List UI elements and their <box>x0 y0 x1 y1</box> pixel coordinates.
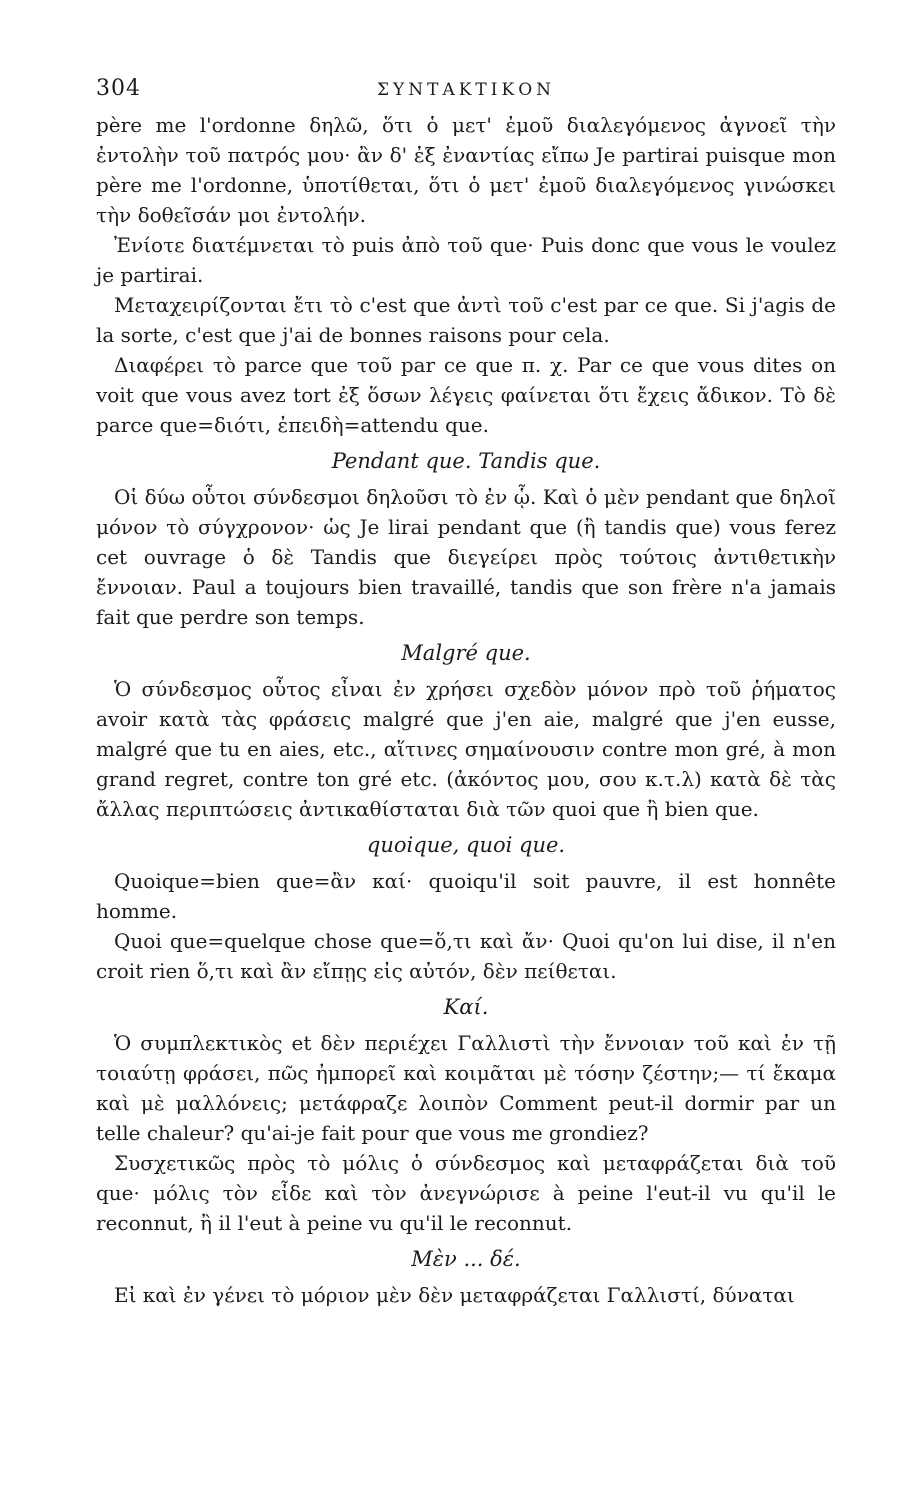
section-heading-kai: Καί. <box>443 995 489 1019</box>
paragraph-parce-que: Διαφέρει τὸ parce que τοῦ par ce que π. χ. Par ce que vous dites on voit que vous avez tort ἐξ ὅσων λέγεις φαίνεται ὅτι ἔχεις ἄδικον. Τὸ δὲ parce que=διότι, ἐπειδὴ=attendu que. <box>96 353 836 437</box>
book-page <box>96 70 836 1310</box>
paragraph-kai: Ὁ συμπλεκτικὸς et δὲν περιέχει Γαλλιστὶ τὴν ἔννοιαν τοῦ καὶ ἐν τῇ τοιαύτῃ φράσει, πῶς ἠμπορεῖ καὶ κοιμᾶται μὲ τόσην ζέστην;— τί ἔκαμα καὶ μὲ μαλλόνεις; μετάφραζε λοιπὸν Comment peut-il dormir par un telle chaleur? qu'ai-je fait pour que vous me grondiez? <box>96 1031 836 1145</box>
paragraph-men-de: Εἰ καὶ ἐν γένει τὸ μόριον μὲν δὲν μεταφράζεται Γαλλιστί, δύναται <box>114 1283 795 1307</box>
paragraph-c-est-que: Μεταχειρίζονται ἔτι τὸ c'est que ἀντὶ τοῦ c'est par ce que. Si j'agis de la sorte, c'est que j'ai de bonnes raisons pour cela. <box>96 293 836 347</box>
paragraph-quoique: Quoique=bien que=ἂν καί· quoiqu'il soit pauvre, il est honnête homme. <box>96 869 836 923</box>
paragraph-puis-que: Ἐνίοτε διατέμνεται τὸ puis ἀπὸ τοῦ que· Puis donc que vous le voulez je partirai. <box>96 233 836 287</box>
paragraph-quoi-que: Quoi que=quelque chose que=ὅ,τι καὶ ἄν· Quoi qu'on lui dise, il n'en croit rien ὅ,τι καὶ ἂν εἴπῃς εἰς αὐτόν, δὲν πείθεται. <box>96 929 836 983</box>
page-header <box>96 70 836 110</box>
paragraph-continued: père me l'ordonne δηλῶ, ὅτι ὁ μετ' ἐμοῦ διαλεγόμενος ἀγνοεῖ τὴν ἐντολὴν τοῦ πατρός μου· ἂν δ' ἐξ ἐναντίας εἴπω Je partirai puisque mon père me l'ordonne, ὑποτίθεται, ὅτι ὁ μετ' ἐμοῦ διαλεγόμενος γινώσκει τὴν δοθεῖσάν μοι ἐντολήν. <box>96 113 836 227</box>
section-heading-men-de: Μὲν ... δέ. <box>411 1247 521 1271</box>
paragraph-molis: Συσχετικῶς πρὸς τὸ μόλις ὁ σύνδεσμος καὶ μεταφράζεται διὰ τοῦ que· μόλις τὸν εἶδε καὶ τὸν ἀνεγνώρισε à peine l'eut-il vu qu'il le reconnut, ἢ il l'eut à peine vu qu'il le reconnut. <box>96 1151 836 1235</box>
paragraph-malgre-que: Ὁ σύνδεσμος οὗτος εἶναι ἐν χρήσει σχεδὸν μόνον πρὸ τοῦ ῥήματος avoir κατὰ τὰς φράσεις malgré que j'en aie, malgré que j'en eusse, malgré que tu en aies, etc., αἵτινες σημαίνουσιν contre mon gré, à mon grand regret, contre ton gré etc. (ἀκόντος μου, σου κ.τ.λ) κατὰ δὲ τὰς ἄλλας περιπτώσεις ἀντικαθίσταται διὰ τῶν quoi que ἢ bien que. <box>96 677 836 821</box>
body-text <box>96 110 836 1310</box>
section-heading-quoique: quoique, quoi que. <box>366 833 566 857</box>
paragraph-pendant-que: Οἱ δύω οὗτοι σύνδεσμοι δηλοῦσι τὸ ἐν ᾧ. Καὶ ὁ μὲν pendant que δηλοῖ μόνον τὸ σύγχρονον· ὡς Je lirai pendant que (ἢ tandis que) vous ferez cet ouvrage ὁ δὲ Tandis que διεγείρει πρὸς τούτοις ἀντιθετικὴν ἔννοιαν. Paul a toujours bien travaillé, tandis que son frère n'a jamais fait que perdre son temps. <box>96 485 836 629</box>
section-heading-malgre-que: Malgré que. <box>401 641 531 665</box>
section-heading-pendant-que: Pendant que. Tandis que. <box>331 449 601 473</box>
page-number: 304 <box>96 76 141 101</box>
running-title: ΣΥΝΤΑΚΤΙΚΟΝ <box>377 80 555 100</box>
